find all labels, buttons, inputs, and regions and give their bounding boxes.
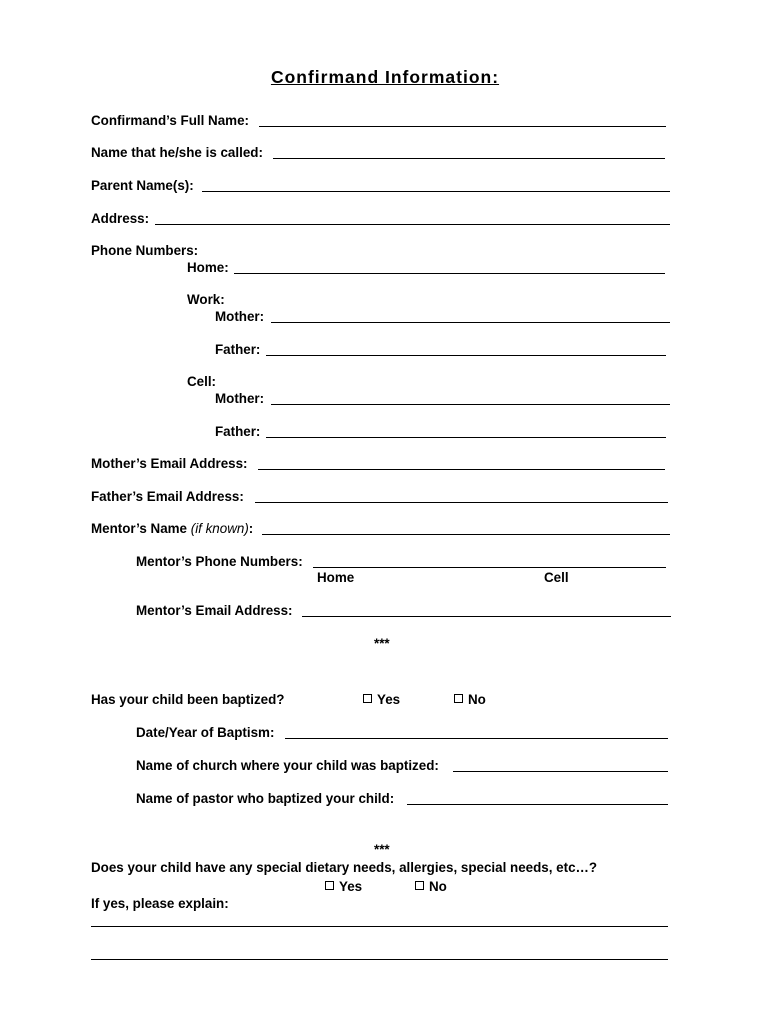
page-title: Confirmand Information: (270, 67, 500, 87)
address-line[interactable] (155, 224, 670, 225)
baptism-date-line[interactable] (285, 738, 668, 739)
cell-father-label: Father: (215, 424, 261, 439)
checkbox-icon[interactable] (363, 694, 372, 703)
baptized-yes-option[interactable] (363, 692, 400, 708)
explain-line-2[interactable] (91, 959, 668, 960)
mother-email-line[interactable] (258, 469, 665, 470)
dietary-question: Does your child have any special dietary needs, allergies, special needs, etc…? (91, 860, 598, 875)
mentor-name-colon: : (248, 521, 254, 536)
dietary-yes-label: Yes (339, 879, 363, 894)
full-name-label: Confirmand’s Full Name: (91, 113, 249, 128)
mentor-email-line[interactable] (302, 616, 671, 617)
mentor-phone-line[interactable] (313, 567, 666, 568)
mentor-name-text: Mentor’s Name (91, 521, 187, 536)
work-father-label: Father: (215, 342, 261, 357)
cell-mother-label: Mother: (215, 391, 265, 406)
mentor-email-label: Mentor’s Email Address: (136, 603, 293, 618)
work-mother-line[interactable] (271, 322, 670, 323)
parent-names-line[interactable] (202, 191, 670, 192)
parent-names-label: Parent Name(s): (91, 178, 194, 193)
work-mother-label: Mother: (215, 309, 265, 324)
dietary-no-option[interactable] (415, 879, 447, 895)
cell-label: Cell: (187, 374, 217, 389)
work-father-line[interactable] (266, 355, 666, 356)
called-name-line[interactable] (273, 158, 665, 159)
home-phone-label: Home: (187, 260, 229, 275)
baptism-church-label: Name of church where your child was baptized: (136, 758, 439, 773)
baptized-question: Has your child been baptized? (91, 692, 285, 707)
mentor-name-label (91, 521, 253, 537)
cell-mother-line[interactable] (271, 404, 670, 405)
separator: *** (374, 636, 390, 651)
mother-email-label: Mother’s Email Address: (91, 456, 248, 471)
baptism-pastor-line[interactable] (407, 804, 668, 805)
full-name-line[interactable] (259, 126, 666, 127)
father-email-label: Father’s Email Address: (91, 489, 244, 504)
baptism-pastor-label: Name of pastor who baptized your child: (136, 791, 395, 806)
checkbox-icon[interactable] (325, 881, 334, 890)
baptism-church-line[interactable] (453, 771, 668, 772)
mentor-phone-home-caption: Home (317, 570, 355, 585)
baptized-no-option[interactable] (454, 692, 486, 708)
baptized-yes-label: Yes (377, 692, 401, 707)
phone-numbers-label: Phone Numbers: (91, 243, 199, 258)
checkbox-icon[interactable] (415, 881, 424, 890)
called-name-label: Name that he/she is called: (91, 145, 263, 160)
mentor-phone-cell-caption: Cell (544, 570, 569, 585)
baptism-date-label: Date/Year of Baptism: (136, 725, 275, 740)
address-label: Address: (91, 211, 150, 226)
baptized-no-label: No (468, 692, 486, 707)
explain-line-1[interactable] (91, 926, 668, 927)
father-email-line[interactable] (255, 502, 668, 503)
explain-label: If yes, please explain: (91, 896, 229, 911)
dietary-no-label: No (429, 879, 447, 894)
cell-father-line[interactable] (266, 437, 666, 438)
mentor-phone-label: Mentor’s Phone Numbers: (136, 554, 303, 569)
home-phone-line[interactable] (234, 273, 665, 274)
separator: *** (374, 842, 390, 857)
checkbox-icon[interactable] (454, 694, 463, 703)
dietary-yes-option[interactable] (325, 879, 362, 895)
mentor-name-note: (if known) (190, 521, 249, 536)
mentor-name-line[interactable] (262, 534, 670, 535)
work-label: Work: (187, 292, 225, 307)
